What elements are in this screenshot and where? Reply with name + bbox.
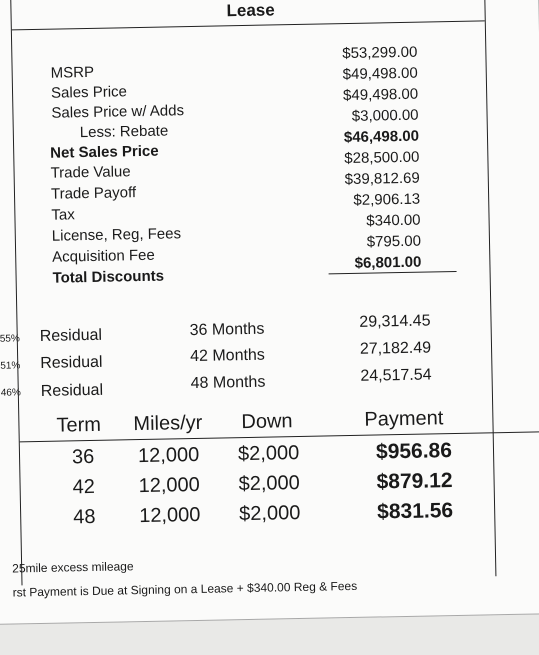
row-down: $2,000 [238,471,300,496]
row-payment: $956.86 [375,439,453,464]
row-miles: 12,000 [137,443,200,468]
residual-value: 27,182.49 [359,339,432,358]
residual-term: 42 Months [189,346,266,366]
note-first-payment: rst Payment is Due at Signing on a Lease + $340.00 Reg & Fees [12,578,358,600]
row-miles: 12,000 [138,503,201,528]
cost-value-acquisition-fee: $795.00 [366,232,422,251]
residual-pct: 51% [0,360,21,372]
residual-value: 29,314.45 [359,312,431,331]
row-term: 36 [71,445,95,469]
residual-pct: 55% [0,333,20,345]
row-miles: 12,000 [138,473,201,498]
residual-label: Residual [39,326,103,345]
residual-term: 36 Months [189,320,265,340]
note-mileage: 25mile excess mileage [12,559,134,576]
cost-value-msrp: $53,299.00 [342,43,418,63]
header-term: Term [56,413,102,437]
row-term: 42 [72,475,96,499]
cost-value-sales-price: $49,498.00 [342,64,418,84]
cost-label-rebate: Less: Rebate [79,122,169,142]
row-down: $2,000 [237,441,300,466]
cost-label-sales-price-adds: Sales Price w/ Adds [51,102,185,122]
header-payment: Payment [364,407,444,431]
cost-value-net-sales-price: $46,498.00 [343,127,420,147]
cost-value-trade-payoff: $39,812.69 [344,169,420,189]
residual-label: Residual [40,381,104,400]
cost-value-tax: $2,906.13 [353,190,421,209]
row-payment: $831.56 [376,499,454,524]
cost-value-total-discounts: $6,801.00 [354,253,422,272]
row-term: 48 [73,505,96,529]
title-divider [12,20,485,30]
residual-pct: 46% [0,387,21,399]
residual-value: 24,517.54 [360,366,432,385]
cost-label-msrp: MSRP [50,63,95,82]
cost-label-total-discounts: Total Discounts [52,267,165,287]
cost-label-trade-value: Trade Value [50,163,131,182]
cost-label-tax: Tax [51,206,75,224]
row-payment: $879.12 [376,469,453,494]
header-down: Down [241,410,293,434]
cost-value-trade-value: $28,500.00 [344,148,420,168]
residual-term: 48 Months [190,373,266,393]
cost-value-sales-price-adds: $49,498.00 [342,85,419,105]
page-title: Lease [226,0,275,21]
cost-value-rebate: $3,000.00 [351,106,419,125]
cost-label-net-sales-price: Net Sales Price [50,142,159,162]
cost-label-sales-price: Sales Price [50,83,128,102]
cost-label-license-fees: License, Reg, Fees [51,225,182,245]
residual-label: Residual [40,353,103,372]
header-miles: Miles/yr [133,411,203,436]
cost-label-trade-payoff: Trade Payoff [50,184,137,203]
total-underline [329,271,457,274]
cost-label-acquisition-fee: Acquisition Fee [52,246,155,266]
cost-value-license-fees: $340.00 [366,211,421,230]
row-down: $2,000 [238,501,301,526]
